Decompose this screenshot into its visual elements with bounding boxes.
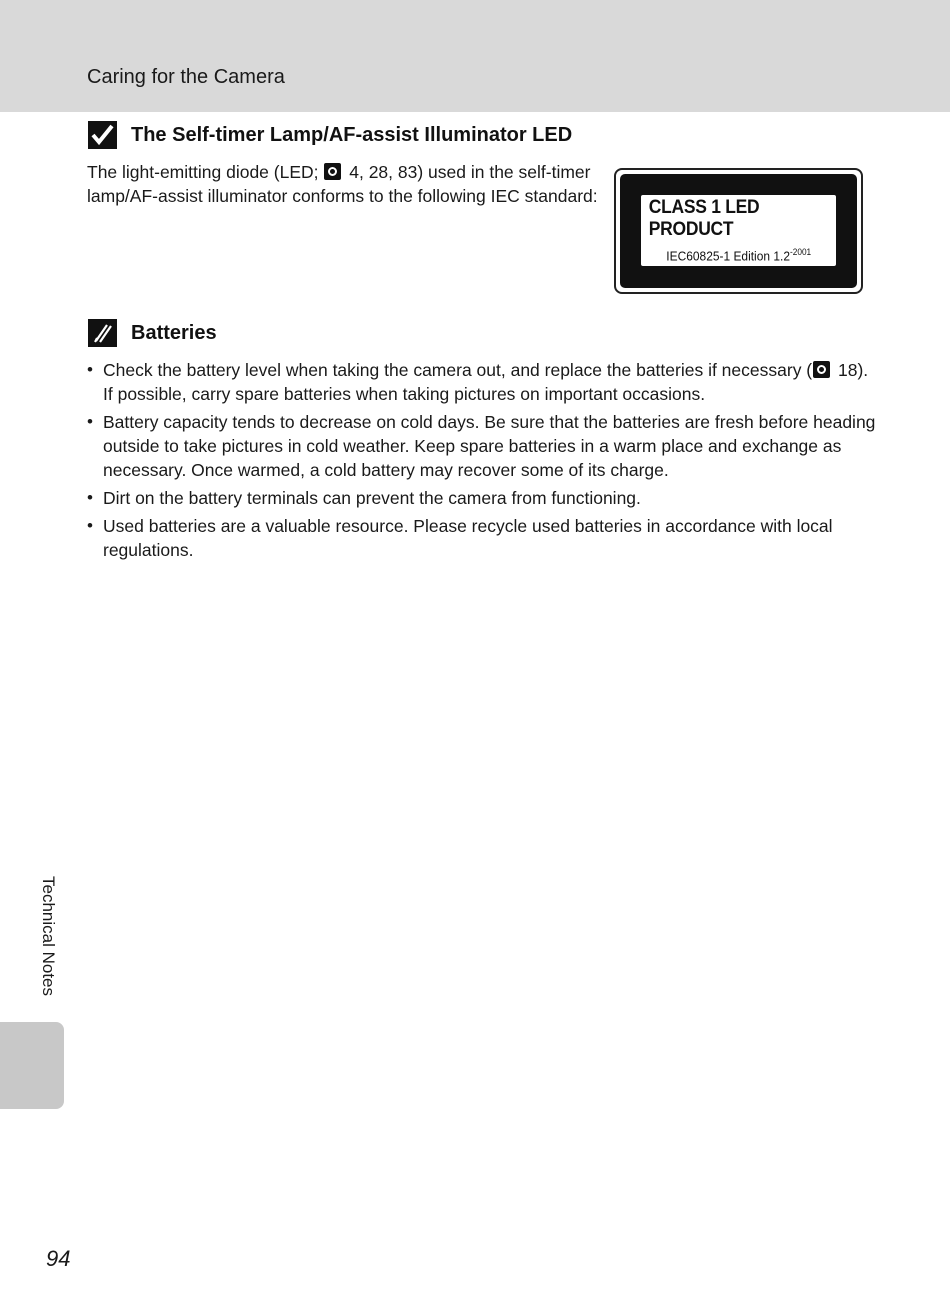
- battery-item-1-before: Check the battery level when taking the camera out, and replace the batteries if necessary (: [103, 360, 813, 380]
- side-tab-label: Technical Notes: [39, 876, 58, 997]
- book-reference-icon: [813, 361, 830, 378]
- class1-led-label: [614, 168, 863, 294]
- battery-item-4-text: Used batteries are a valuable resource. Please recycle used batteries in accordance with local regulations.: [103, 516, 833, 560]
- list-item: [87, 486, 877, 510]
- battery-section-heading: [88, 319, 217, 347]
- led-section-heading: [88, 121, 572, 149]
- battery-list: [87, 358, 877, 566]
- led-intro-paragraph: [87, 160, 607, 208]
- page-number: 94: [46, 1246, 71, 1271]
- battery-section-title: Batteries: [131, 321, 217, 344]
- battery-item-3-text: Dirt on the battery terminals can prevent the camera from functioning.: [103, 488, 641, 508]
- battery-item-2-text: Battery capacity tends to decrease on cold days. Be sure that the batteries are fresh before heading outside to take pictures in cold weather. Keep spare batteries in a warm place and exchange as necessary. Once warmed, a cold battery may recover some of its charge.: [103, 412, 876, 480]
- led-standard-sup: -2001: [789, 247, 811, 258]
- led-standard-text: [666, 247, 811, 263]
- list-item: [87, 358, 877, 406]
- battery-item-1-after: 18). If possible, carry spare batteries when taking pictures on important occasions.: [103, 360, 869, 404]
- note-pencil-icon: [88, 319, 117, 347]
- book-reference-icon: [324, 163, 341, 180]
- list-item: [87, 410, 877, 482]
- page-header-title: Caring for the Camera: [87, 66, 285, 88]
- label-plate: [641, 195, 836, 266]
- led-intro-text-before: The light-emitting diode (LED;: [87, 162, 324, 182]
- side-tab-marker: [0, 1022, 64, 1109]
- check-icon: [88, 121, 117, 149]
- header-band: [0, 0, 950, 112]
- led-section-title: The Self-timer Lamp/AF-assist Illuminator LED: [131, 123, 573, 146]
- led-standard-main: IEC60825-1 Edition 1.2: [666, 248, 790, 264]
- list-item: [87, 514, 877, 562]
- label-black-frame: [620, 174, 857, 288]
- led-class-text: CLASS 1 LED PRODUCT: [648, 197, 760, 241]
- led-intro-text-after: 4, 28, 83) used in the self-timer lamp/AF-assist illuminator conforms to the following IEC standard:: [87, 162, 598, 206]
